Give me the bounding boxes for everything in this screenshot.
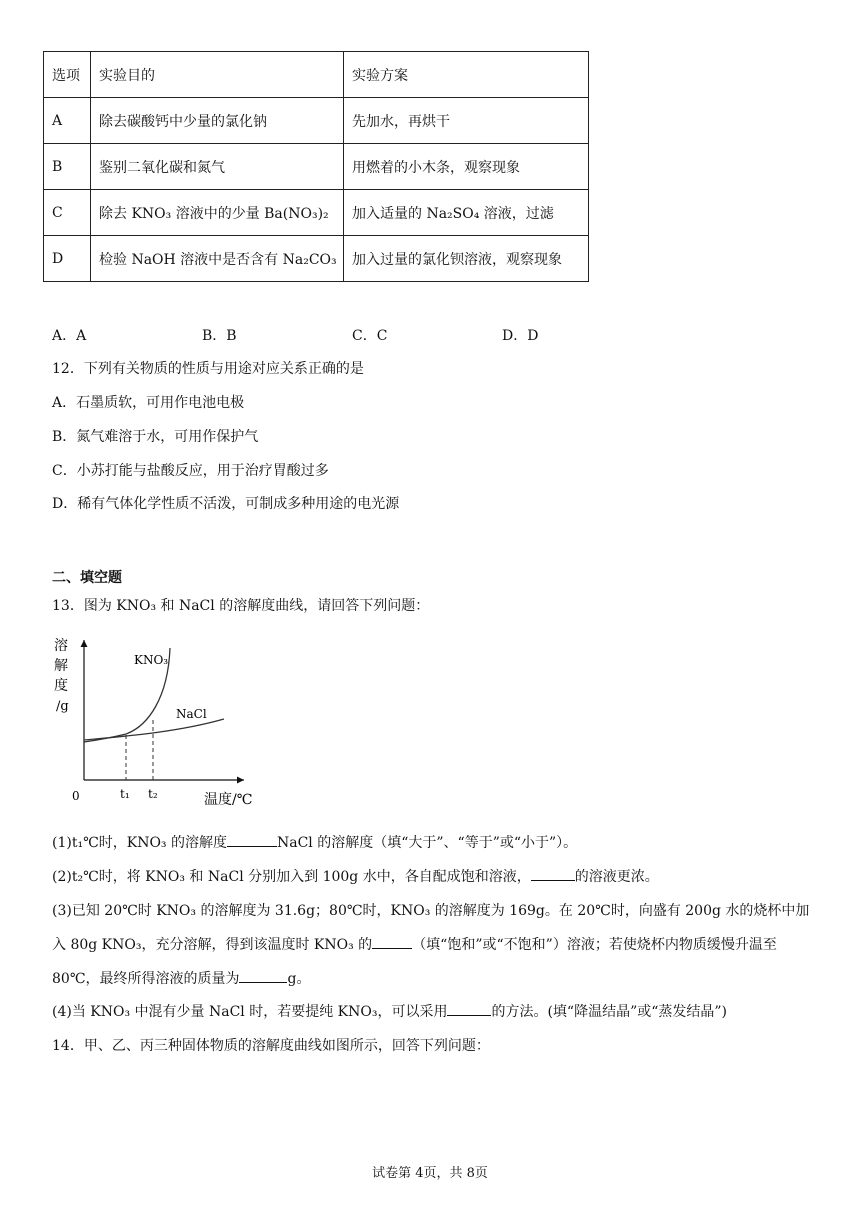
- table-row: [44, 236, 589, 282]
- table-row-cell-0: B: [44, 144, 91, 190]
- q13-part1-text-a: (1)t₁℃时，KNO₃ 的溶解度: [52, 835, 227, 851]
- q13-part1-text-b: NaCl 的溶解度（填“大于”、“等于”或“小于”）。: [276, 835, 578, 851]
- table-row-cell-0: D: [44, 236, 91, 282]
- table-row: [44, 144, 589, 190]
- q13-part4: [52, 1001, 727, 1021]
- section-title: 二、填空题: [52, 570, 122, 586]
- table-header-row-cell-2: 实验方案: [344, 52, 589, 98]
- ylabel-char-2: 解: [54, 658, 68, 674]
- q13-part3-line3: [52, 968, 310, 988]
- q13-part4-blank[interactable]: [447, 1003, 491, 1016]
- q13-part3-blank-1[interactable]: [372, 936, 412, 949]
- q13-part2: [52, 866, 659, 886]
- q11-option-c[interactable]: C．C: [352, 328, 388, 344]
- q11-option-b[interactable]: B．B: [202, 328, 237, 344]
- experiment-table: [43, 51, 589, 282]
- q12-option-b[interactable]: B．氮气难溶于水，可用作保护气: [52, 429, 259, 445]
- table-row: [44, 190, 589, 236]
- q13-part3-text-b: 入 80g KNO₃，充分溶解，得到该温度时 KNO₃ 的: [52, 937, 373, 953]
- origin-label: 0: [72, 789, 80, 803]
- q12-option-d[interactable]: D．稀有气体化学性质不活泼，可制成多种用途的电光源: [52, 496, 400, 512]
- q13-part1: [52, 832, 577, 852]
- nacl-series-label: NaCl: [176, 707, 207, 721]
- q13-part2-text-a: (2)t₂℃时，将 KNO₃ 和 NaCl 分别加入到 100g 水中，各自配成饱和溶液，: [52, 869, 531, 885]
- ylabel-char-4: /g: [56, 699, 69, 714]
- q13-stem: 13．图为 KNO₃ 和 NaCl 的溶解度曲线，请回答下列问题：: [52, 598, 430, 614]
- ylabel-char-1: 溶: [54, 638, 68, 654]
- q13-part2-text-b: 的溶液更浓。: [574, 869, 659, 885]
- kno3-series-label: KNO₃: [134, 653, 169, 667]
- q13-part3-blank-2[interactable]: [239, 970, 287, 983]
- ylabel-char-3: 度: [54, 678, 68, 694]
- q13-part3-text-e: g。: [287, 971, 311, 987]
- tick-label-t2: t₂: [148, 787, 158, 801]
- table-row-cell-1: 除去碳酸钙中少量的氯化钠: [91, 98, 344, 144]
- q13-part2-blank[interactable]: [531, 868, 575, 881]
- table-header-row-cell-0: 选项: [44, 52, 91, 98]
- q13-part3-line2: [52, 934, 777, 954]
- table-row-cell-0: A: [44, 98, 91, 144]
- q12-option-a[interactable]: A．石墨质软，可用作电池电极: [52, 395, 245, 411]
- q14-stem: 14．甲、乙、丙三种固体物质的溶解度曲线如图所示，回答下列问题：: [52, 1038, 490, 1054]
- page-footer: 试卷第 4页，共 8页: [372, 1166, 488, 1181]
- solubility-chart: [48, 628, 268, 810]
- q13-part3-text-d: 80℃，最终所得溶液的质量为: [52, 971, 240, 987]
- nacl-curve: [84, 719, 224, 740]
- table-row-cell-1: 除去 KNO₃ 溶液中的少量 Ba(NO₃)₂: [91, 190, 344, 236]
- q13-part4-text-b: 的方法。(填“降温结晶”或“蒸发结晶”): [491, 1004, 728, 1020]
- table-row-cell-2: 加入过量的氯化钡溶液，观察现象: [344, 236, 589, 282]
- q13-part4-text-a: (4)当 KNO₃ 中混有少量 NaCl 时，若要提纯 KNO₃，可以采用: [52, 1004, 448, 1020]
- table-row: [44, 98, 589, 144]
- table-row-cell-2: 先加水，再烘干: [344, 98, 589, 144]
- q13-part1-blank[interactable]: [227, 834, 277, 847]
- table-row-cell-2: 用燃着的小木条，观察现象: [344, 144, 589, 190]
- q11-option-d[interactable]: D．D: [502, 328, 539, 344]
- tick-label-t1: t₁: [120, 787, 130, 801]
- q12-stem: 12．下列有关物质的性质与用途对应关系正确的是: [52, 361, 364, 377]
- table-header-row-cell-1: 实验目的: [91, 52, 344, 98]
- xlabel: 温度/℃: [204, 792, 253, 808]
- table-header-row: [44, 52, 589, 98]
- q12-option-c[interactable]: C．小苏打能与盐酸反应，用于治疗胃酸过多: [52, 463, 329, 479]
- q13-part3-text-c: （填“饱和”或“不饱和”）溶液；若使烧杯内物质缓慢升温至: [412, 937, 777, 953]
- table-row-cell-0: C: [44, 190, 91, 236]
- q13-part3-line1: (3)已知 20℃时 KNO₃ 的溶解度为 31.6g；80℃时，KNO₃ 的溶解度为 169g。在 20℃时，向盛有 200g 水的烧杯中加: [52, 903, 810, 919]
- table-row-cell-1: 鉴别二氧化碳和氮气: [91, 144, 344, 190]
- q11-option-a[interactable]: A．A: [52, 328, 87, 344]
- table-row-cell-2: 加入适量的 Na₂SO₄ 溶液，过滤: [344, 190, 589, 236]
- table-row-cell-1: 检验 NaOH 溶液中是否含有 Na₂CO₃: [91, 236, 344, 282]
